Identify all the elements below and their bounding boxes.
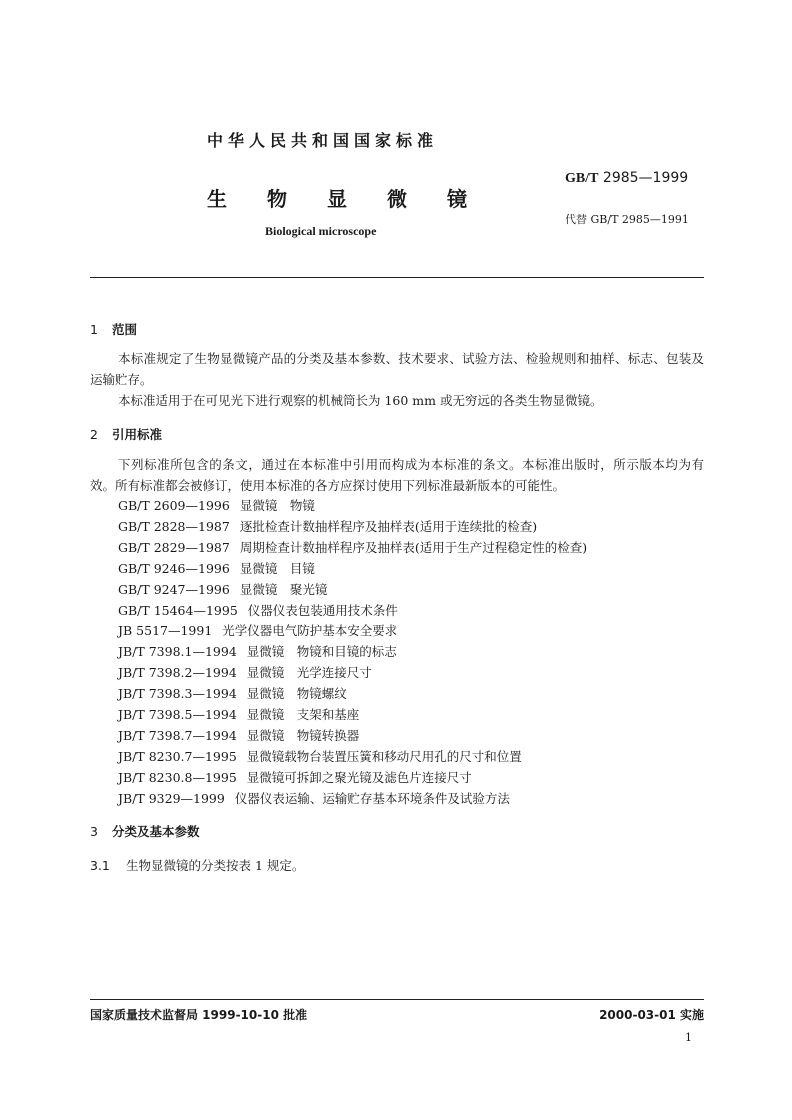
reference-code: GB/T 2828—1987: [118, 518, 230, 534]
reference-code: JB/T 7398.1—1994: [118, 644, 237, 660]
section-title: 范围: [112, 322, 138, 337]
reference-title: 仪器仪表包装通用技术条件: [247, 602, 398, 618]
section-2-intro: [90, 454, 704, 496]
reference-code: GB/T 2829—1987: [118, 539, 230, 555]
reference-item: [118, 580, 587, 601]
header-divider: [90, 277, 704, 278]
standard-code: [565, 170, 688, 187]
reference-item: [118, 601, 587, 622]
reference-item: [118, 768, 587, 789]
reference-item: [118, 642, 587, 663]
reference-code: JB/T 8230.8—1995: [118, 769, 237, 785]
reference-title: 显微镜 目镜: [239, 560, 315, 576]
paragraph: 本标准规定了生物显微镜产品的分类及基本参数、技术要求、试验方法、检验规则和抽样、标志、包装及运输贮存。: [90, 351, 704, 387]
reference-item: [118, 517, 587, 538]
english-name: Biological microscope: [265, 224, 377, 238]
reference-item: [118, 726, 587, 747]
implementation-date: 2000-03-01 实施: [599, 1008, 704, 1022]
section-number: 3: [90, 824, 98, 839]
section-1-body: [90, 348, 704, 411]
reference-code: GB/T 2609—1996: [118, 498, 230, 513]
page-number: 1: [685, 1031, 692, 1044]
reference-code: JB 5517—1991: [118, 623, 213, 639]
reference-title: 周期检查计数抽样程序及抽样表(适用于生产过程稳定性的检查): [239, 539, 588, 555]
approval-note: 国家质量技术监督局 1999-10-10 批准: [90, 1008, 308, 1022]
reference-title: 显微镜 物镜转换器: [246, 727, 360, 743]
reference-code: JB/T 7398.5—1994: [118, 707, 237, 723]
reference-code: JB/T 7398.7—1994: [118, 727, 237, 743]
clause-3-1: [90, 856, 304, 874]
section-3-heading: [90, 822, 200, 840]
replaces-note: 代替 GB/T 2985—1991: [565, 213, 689, 226]
section-number: 1: [90, 322, 98, 337]
reference-code: JB/T 7398.2—1994: [118, 665, 237, 681]
reference-item: [118, 559, 587, 580]
section-title: 分类及基本参数: [112, 824, 200, 839]
reference-title: 显微镜 聚光镜: [239, 581, 328, 597]
reference-list: [118, 496, 587, 810]
footer-divider: [90, 999, 704, 1000]
reference-title: 光学仪器电气防护基本安全要求: [222, 623, 398, 639]
code-number: 2985—1999: [602, 170, 689, 186]
reference-item: [118, 789, 587, 810]
reference-title: 显微镜 物镜: [239, 498, 315, 513]
reference-code: GB/T 15464—1995: [118, 602, 238, 618]
reference-title: 显微镜载物台装置压簧和移动尺用孔的尺寸和位置: [246, 748, 522, 764]
reference-code: JB/T 9329—1999: [118, 790, 225, 806]
standard-title: 中华人民共和国国家标准: [207, 131, 439, 150]
reference-code: JB/T 7398.3—1994: [118, 686, 237, 702]
reference-title: 逐批检查计数抽样程序及抽样表(适用于连续批的检查): [239, 518, 538, 534]
paragraph: 本标准适用于在可见光下进行观察的机械筒长为 160 mm 或无穷远的各类生物显微镜。: [118, 393, 603, 408]
code-prefix: GB/T: [565, 171, 599, 186]
section-2-heading: [90, 425, 162, 443]
section-number: 2: [90, 427, 98, 442]
reference-code: GB/T 9246—1996: [118, 560, 230, 576]
reference-title: 显微镜可拆卸之聚光镜及滤色片连接尺寸: [246, 769, 472, 785]
section-title: 引用标准: [112, 427, 163, 442]
reference-item: [118, 496, 587, 517]
standard-name: 生物显微镜: [207, 187, 507, 211]
reference-code: GB/T 9247—1996: [118, 581, 230, 597]
reference-item: [118, 538, 587, 559]
reference-item: [118, 684, 587, 705]
reference-item: [118, 621, 587, 642]
paragraph: 下列标准所包含的条文，通过在本标准中引用而构成为本标准的条文。本标准出版时，所示版本均为有效。所有标准都会被修订，使用本标准的各方应探讨使用下列标准最新版本的可能性。: [90, 457, 704, 493]
clause-number: 3.1: [90, 858, 110, 873]
reference-item: [118, 663, 587, 684]
reference-item: [118, 747, 587, 768]
reference-code: JB/T 8230.7—1995: [118, 748, 237, 764]
reference-title: 显微镜 光学连接尺寸: [246, 665, 372, 681]
reference-item: [118, 705, 587, 726]
reference-title: 显微镜 物镜螺纹: [246, 686, 347, 702]
reference-title: 显微镜 支架和基座: [246, 707, 360, 723]
reference-title: 显微镜 物镜和目镜的标志: [246, 644, 397, 660]
reference-title: 仪器仪表运输、运输贮存基本环境条件及试验方法: [234, 790, 510, 806]
clause-text: 生物显微镜的分类按表 1 规定。: [126, 858, 305, 873]
section-1-heading: [90, 320, 137, 338]
